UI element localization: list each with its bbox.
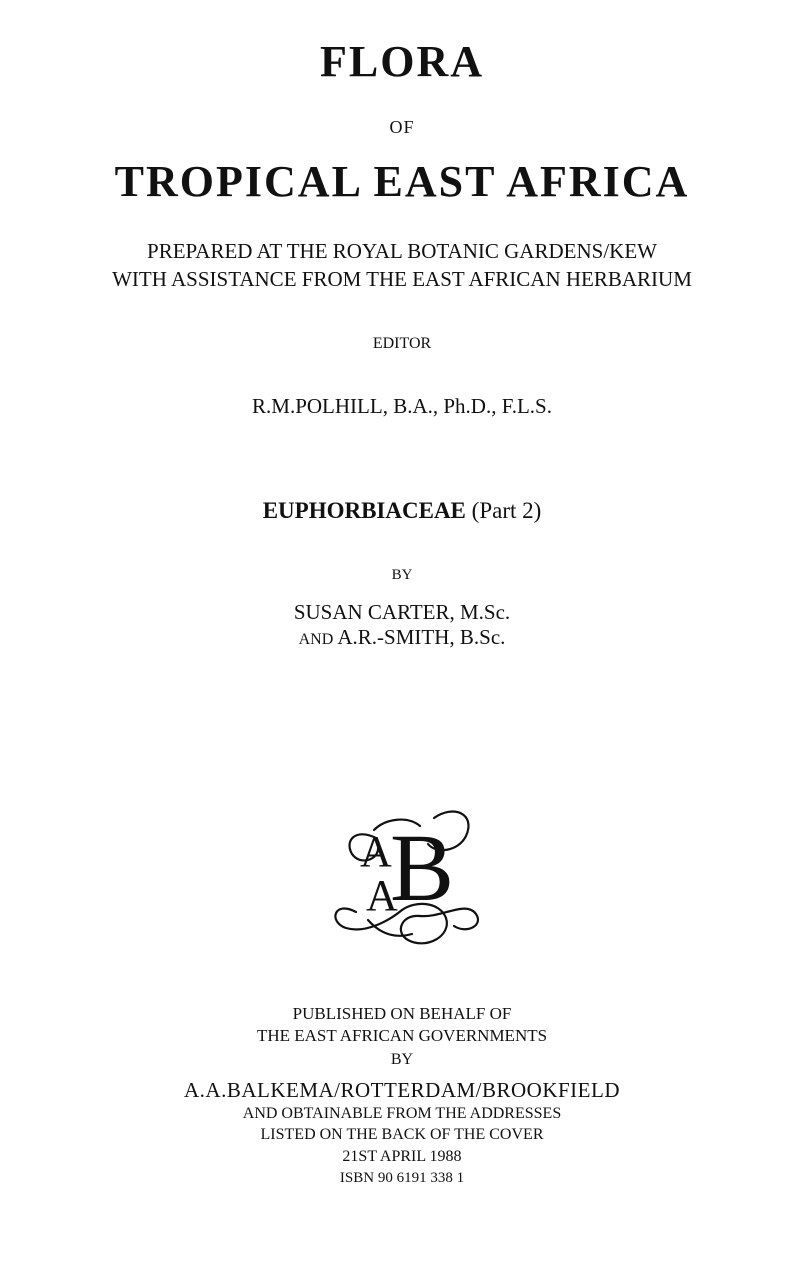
publication-date: 21ST APRIL 1988 [342, 1148, 462, 1165]
title-of: OF [389, 117, 415, 137]
isbn: ISBN 90 6191 338 1 [339, 1170, 465, 1186]
editor-name: R.M.POLHILL, B.A., Ph.D., F.L.S. [252, 394, 552, 418]
monogram-letter-a-top: A [360, 827, 392, 876]
title-tropical-east-africa: TROPICAL EAST AFRICA [114, 157, 690, 206]
imprint-line-1: PUBLISHED ON BEHALF OF [292, 1004, 512, 1023]
author-2: A.R.-SMITH, B.Sc. [337, 625, 506, 649]
aab-monogram-icon [316, 800, 488, 956]
authors-and-label: AND [298, 631, 334, 648]
author-1: SUSAN CARTER, M.Sc. [293, 600, 511, 624]
title-flora: FLORA [320, 37, 484, 86]
publisher-name: A.A.BALKEMA/ROTTERDAM/BROOKFIELD [184, 1078, 620, 1102]
imprint-by-label: BY [390, 1051, 414, 1068]
family-part: (Part 2) [471, 498, 542, 523]
imprint-line-4: LISTED ON THE BACK OF THE COVER [260, 1126, 544, 1143]
monogram-letter-a-bottom: A [366, 871, 398, 920]
author-2-line [0, 627, 804, 648]
imprint-line-3: AND OBTAINABLE FROM THE ADDRESSES [242, 1105, 562, 1122]
family-name: EUPHORBIACEAE [262, 498, 466, 523]
authors-by-label: BY [391, 567, 413, 583]
prepared-line-2: WITH ASSISTANCE FROM THE EAST AFRICAN HERBARIUM [112, 267, 692, 291]
prepared-line-1: PREPARED AT THE ROYAL BOTANIC GARDENS/KEW [147, 239, 657, 263]
family-heading [0, 499, 804, 522]
monogram-letter-b: B [390, 814, 455, 921]
imprint-line-2: THE EAST AFRICAN GOVERNMENTS [256, 1026, 548, 1045]
editor-label: EDITOR [372, 335, 432, 352]
